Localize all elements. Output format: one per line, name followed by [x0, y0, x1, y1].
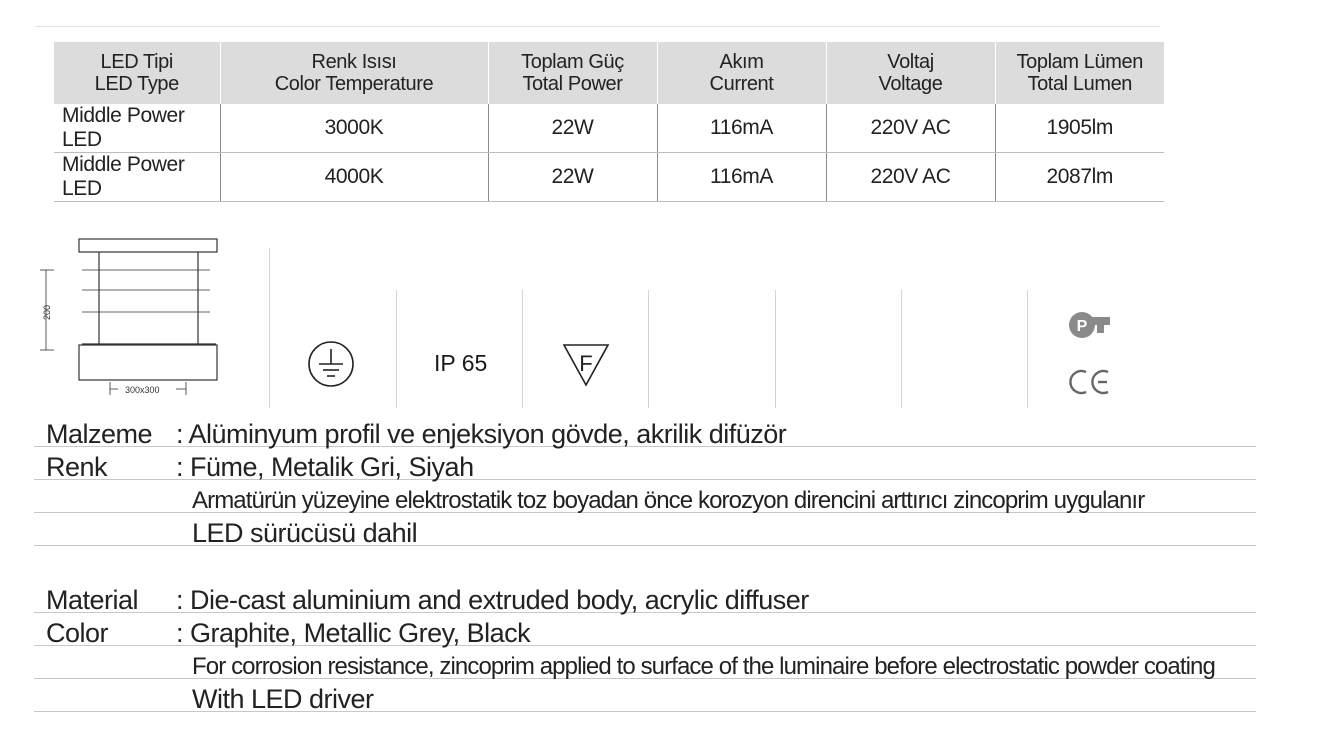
cell-current: 116mA [657, 104, 826, 153]
cell-voltage: 220V AC [826, 104, 995, 153]
cell-current: 116mA [657, 153, 826, 202]
top-rule [35, 26, 1160, 27]
coating-note-en: For corrosion resistance, zincoprim applied to surface of the luminaire before electrostatic powder coating [192, 653, 1215, 680]
color-label-en: Color [46, 618, 109, 648]
cell-total-lumen: 1905lm [995, 104, 1164, 153]
divider [648, 290, 649, 408]
color-value-en: : Graphite, Metallic Grey, Black [176, 618, 531, 648]
divider [901, 290, 902, 408]
earth-ground-icon [307, 340, 355, 388]
cell-color-temperature: 3000K [220, 104, 488, 153]
header-led-type: LED Tipi LED Type [54, 42, 220, 104]
driver-note-en: With LED driver [192, 684, 374, 714]
divider [1027, 290, 1028, 408]
table-row [54, 104, 1164, 153]
gost-r-certification-icon [1067, 310, 1115, 340]
table-row [54, 153, 1164, 202]
cell-total-lumen: 2087lm [995, 153, 1164, 202]
f-mark-icon [561, 340, 611, 388]
header-voltage: Voltaj Voltage [826, 42, 995, 104]
header-current: Akım Current [657, 42, 826, 104]
material-value-tr: : Alüminyum profil ve enjeksiyon gövde, akrilik difüzör [176, 419, 787, 449]
svg-text:P: P [1076, 318, 1088, 335]
color-value-tr: : Füme, Metalik Gri, Siyah [176, 452, 474, 482]
material-value-en: : Die-cast aluminium and extruded body, acrylic diffuser [176, 585, 809, 615]
divider [522, 290, 523, 408]
material-label-tr: Malzeme [46, 419, 153, 449]
ip-rating-label: IP 65 [434, 350, 488, 376]
f-mark-letter: F [579, 351, 593, 376]
driver-note-tr: LED sürücüsü dahil [192, 518, 418, 548]
luminaire-dimension-drawing [30, 232, 230, 407]
cell-led-type: Middle Power LED [54, 153, 220, 202]
base-dimension-label: 300x300 [125, 385, 160, 395]
spec-table [54, 42, 1164, 202]
table-header-row [54, 42, 1164, 104]
header-total-power: Toplam Güç Total Power [488, 42, 657, 104]
cell-voltage: 220V AC [826, 153, 995, 202]
coating-note-tr: Armatürün yüzeyine elektrostatik toz boyadan önce korozyon direncini arttırıcı zincoprim uygulanır [192, 487, 1145, 514]
divider [775, 290, 776, 408]
header-color-temperature: Renk Isısı Color Temperature [220, 42, 488, 104]
cell-led-type: Middle Power LED [54, 104, 220, 153]
color-label-tr: Renk [46, 452, 108, 482]
divider [396, 290, 397, 408]
header-total-lumen: Toplam Lümen Total Lumen [995, 42, 1164, 104]
ce-mark-icon [1068, 368, 1112, 396]
cell-total-power: 22W [488, 153, 657, 202]
material-label-en: Material [46, 585, 139, 615]
divider [269, 248, 270, 408]
cell-color-temperature: 4000K [220, 153, 488, 202]
cell-total-power: 22W [488, 104, 657, 153]
height-dimension-label: 200 [42, 304, 52, 320]
